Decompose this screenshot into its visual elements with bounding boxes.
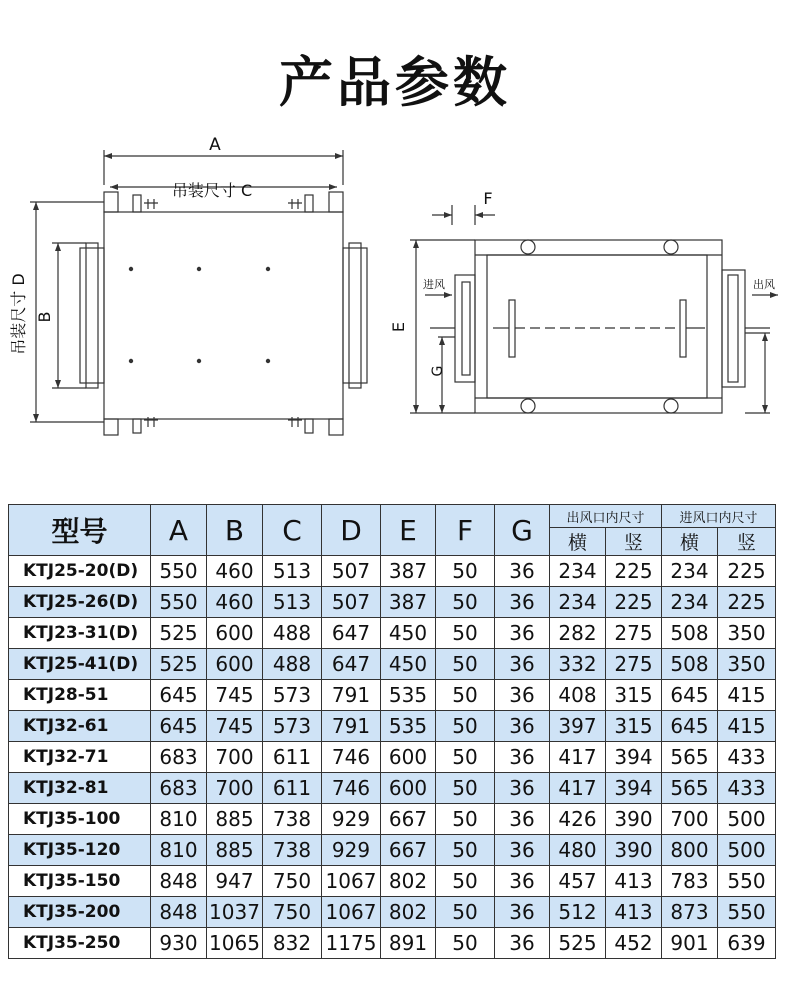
table-row [9, 587, 776, 618]
value-cell: 426 [550, 804, 606, 835]
table-row [9, 618, 776, 649]
value-cell: 512 [550, 897, 606, 928]
value-cell: 275 [606, 618, 662, 649]
table-row [9, 649, 776, 680]
value-cell: 433 [718, 742, 776, 773]
value-cell: 275 [606, 649, 662, 680]
value-cell: 791 [322, 711, 381, 742]
value-cell: 535 [381, 680, 436, 711]
value-cell: 683 [151, 742, 207, 773]
value-cell: 1067 [322, 897, 381, 928]
value-cell: 573 [263, 680, 322, 711]
value-cell: 36 [495, 928, 550, 959]
value-cell: 929 [322, 804, 381, 835]
value-cell: 885 [207, 835, 263, 866]
model-cell: KTJ35-120 [9, 835, 151, 866]
header-d: D [322, 505, 381, 556]
value-cell: 50 [436, 866, 495, 897]
value-cell: 508 [662, 618, 718, 649]
value-cell: 234 [550, 587, 606, 618]
value-cell: 746 [322, 742, 381, 773]
value-cell: 600 [381, 742, 436, 773]
header-e: E [381, 505, 436, 556]
value-cell: 750 [263, 866, 322, 897]
table-row [9, 866, 776, 897]
value-cell: 901 [662, 928, 718, 959]
model-cell: KTJ25-26(D) [9, 587, 151, 618]
value-cell: 745 [207, 680, 263, 711]
value-cell: 50 [436, 742, 495, 773]
value-cell: 36 [495, 866, 550, 897]
value-cell: 848 [151, 866, 207, 897]
value-cell: 1065 [207, 928, 263, 959]
value-cell: 460 [207, 556, 263, 587]
dim-label-g: G [430, 365, 446, 377]
value-cell: 225 [606, 556, 662, 587]
value-cell: 234 [662, 556, 718, 587]
value-cell: 800 [662, 835, 718, 866]
value-cell: 350 [718, 649, 776, 680]
value-cell: 452 [606, 928, 662, 959]
value-cell: 783 [662, 866, 718, 897]
dim-label-b: B [35, 311, 54, 323]
model-cell: KTJ32-81 [9, 773, 151, 804]
value-cell: 832 [263, 928, 322, 959]
header-outlet-width: 横 [550, 528, 606, 556]
outlet-label: 出风 [753, 278, 775, 291]
value-cell: 36 [495, 897, 550, 928]
value-cell: 645 [662, 680, 718, 711]
dimension-drawings [0, 125, 790, 455]
side-view [410, 205, 778, 413]
value-cell: 738 [263, 804, 322, 835]
model-cell: KTJ35-100 [9, 804, 151, 835]
value-cell: 417 [550, 742, 606, 773]
value-cell: 513 [263, 587, 322, 618]
value-cell: 645 [151, 711, 207, 742]
value-cell: 234 [662, 587, 718, 618]
value-cell: 408 [550, 680, 606, 711]
value-cell: 225 [718, 556, 776, 587]
value-cell: 36 [495, 649, 550, 680]
value-cell: 500 [718, 804, 776, 835]
value-cell: 550 [718, 897, 776, 928]
value-cell: 1037 [207, 897, 263, 928]
header-a: A [151, 505, 207, 556]
value-cell: 1175 [322, 928, 381, 959]
value-cell: 929 [322, 835, 381, 866]
value-cell: 525 [151, 649, 207, 680]
value-cell: 415 [718, 680, 776, 711]
value-cell: 415 [718, 711, 776, 742]
value-cell: 810 [151, 835, 207, 866]
value-cell: 50 [436, 556, 495, 587]
inlet-label: 进风 [423, 278, 445, 291]
value-cell: 390 [606, 804, 662, 835]
value-cell: 460 [207, 587, 263, 618]
value-cell: 639 [718, 928, 776, 959]
value-cell: 488 [263, 649, 322, 680]
value-cell: 36 [495, 711, 550, 742]
value-cell: 480 [550, 835, 606, 866]
value-cell: 550 [718, 866, 776, 897]
value-cell: 234 [550, 556, 606, 587]
value-cell: 550 [151, 587, 207, 618]
dim-label-f: F [483, 189, 493, 208]
value-cell: 700 [207, 773, 263, 804]
value-cell: 565 [662, 773, 718, 804]
value-cell: 525 [151, 618, 207, 649]
dim-label-e: E [389, 321, 408, 333]
value-cell: 700 [207, 742, 263, 773]
value-cell: 282 [550, 618, 606, 649]
value-cell: 50 [436, 804, 495, 835]
value-cell: 387 [381, 587, 436, 618]
value-cell: 611 [263, 742, 322, 773]
value-cell: 350 [718, 618, 776, 649]
value-cell: 565 [662, 742, 718, 773]
value-cell: 225 [718, 587, 776, 618]
value-cell: 413 [606, 866, 662, 897]
model-cell: KTJ35-150 [9, 866, 151, 897]
value-cell: 573 [263, 711, 322, 742]
value-cell: 810 [151, 804, 207, 835]
model-cell: KTJ25-41(D) [9, 649, 151, 680]
model-cell: KTJ35-200 [9, 897, 151, 928]
spec-table-body [9, 556, 776, 959]
header-inlet-height: 竖 [718, 528, 776, 556]
value-cell: 457 [550, 866, 606, 897]
value-cell: 50 [436, 773, 495, 804]
value-cell: 507 [322, 556, 381, 587]
model-cell: KTJ32-71 [9, 742, 151, 773]
header-outlet-group: 出风口内尺寸 [550, 505, 662, 528]
value-cell: 611 [263, 773, 322, 804]
value-cell: 947 [207, 866, 263, 897]
value-cell: 507 [322, 587, 381, 618]
table-row [9, 928, 776, 959]
value-cell: 848 [151, 897, 207, 928]
value-cell: 394 [606, 773, 662, 804]
value-cell: 745 [207, 711, 263, 742]
model-cell: KTJ35-250 [9, 928, 151, 959]
value-cell: 750 [263, 897, 322, 928]
value-cell: 394 [606, 742, 662, 773]
table-row [9, 742, 776, 773]
dim-label-a: A [209, 135, 221, 155]
value-cell: 645 [662, 711, 718, 742]
value-cell: 500 [718, 835, 776, 866]
value-cell: 667 [381, 835, 436, 866]
model-cell: KTJ28-51 [9, 680, 151, 711]
value-cell: 645 [151, 680, 207, 711]
value-cell: 488 [263, 618, 322, 649]
value-cell: 508 [662, 649, 718, 680]
value-cell: 550 [151, 556, 207, 587]
value-cell: 873 [662, 897, 718, 928]
value-cell: 1067 [322, 866, 381, 897]
value-cell: 802 [381, 866, 436, 897]
header-outlet-height: 竖 [606, 528, 662, 556]
value-cell: 397 [550, 711, 606, 742]
table-row [9, 680, 776, 711]
value-cell: 36 [495, 680, 550, 711]
value-cell: 417 [550, 773, 606, 804]
value-cell: 600 [381, 773, 436, 804]
value-cell: 802 [381, 897, 436, 928]
value-cell: 390 [606, 835, 662, 866]
header-f: F [436, 505, 495, 556]
table-row [9, 835, 776, 866]
value-cell: 746 [322, 773, 381, 804]
value-cell: 36 [495, 618, 550, 649]
model-cell: KTJ25-20(D) [9, 556, 151, 587]
model-cell: KTJ23-31(D) [9, 618, 151, 649]
page-title: 产品参数 [279, 51, 511, 114]
value-cell: 930 [151, 928, 207, 959]
value-cell: 315 [606, 680, 662, 711]
value-cell: 50 [436, 587, 495, 618]
value-cell: 50 [436, 711, 495, 742]
value-cell: 50 [436, 835, 495, 866]
value-cell: 450 [381, 618, 436, 649]
header-b: B [207, 505, 263, 556]
value-cell: 36 [495, 742, 550, 773]
value-cell: 50 [436, 680, 495, 711]
value-cell: 36 [495, 804, 550, 835]
value-cell: 600 [207, 618, 263, 649]
value-cell: 700 [662, 804, 718, 835]
value-cell: 891 [381, 928, 436, 959]
value-cell: 413 [606, 897, 662, 928]
spec-table [8, 504, 776, 959]
header-inlet-width: 横 [662, 528, 718, 556]
table-row [9, 897, 776, 928]
value-cell: 791 [322, 680, 381, 711]
value-cell: 50 [436, 928, 495, 959]
value-cell: 433 [718, 773, 776, 804]
value-cell: 885 [207, 804, 263, 835]
value-cell: 450 [381, 649, 436, 680]
header-inlet-group: 进风口内尺寸 [662, 505, 776, 528]
value-cell: 50 [436, 618, 495, 649]
header-c: C [263, 505, 322, 556]
table-row [9, 711, 776, 742]
value-cell: 738 [263, 835, 322, 866]
value-cell: 525 [550, 928, 606, 959]
header-model: 型号 [9, 505, 151, 556]
value-cell: 647 [322, 618, 381, 649]
table-row [9, 556, 776, 587]
value-cell: 387 [381, 556, 436, 587]
value-cell: 513 [263, 556, 322, 587]
value-cell: 50 [436, 649, 495, 680]
table-row [9, 773, 776, 804]
value-cell: 36 [495, 773, 550, 804]
model-cell: KTJ32-61 [9, 711, 151, 742]
header-g: G [495, 505, 550, 556]
value-cell: 36 [495, 587, 550, 618]
value-cell: 332 [550, 649, 606, 680]
value-cell: 683 [151, 773, 207, 804]
value-cell: 600 [207, 649, 263, 680]
value-cell: 647 [322, 649, 381, 680]
value-cell: 36 [495, 835, 550, 866]
table-row [9, 804, 776, 835]
value-cell: 315 [606, 711, 662, 742]
value-cell: 225 [606, 587, 662, 618]
dim-label-c: 吊装尺寸 C [171, 181, 253, 200]
dim-label-d: 吊装尺寸 D [9, 273, 28, 355]
value-cell: 36 [495, 556, 550, 587]
value-cell: 535 [381, 711, 436, 742]
value-cell: 50 [436, 897, 495, 928]
value-cell: 667 [381, 804, 436, 835]
